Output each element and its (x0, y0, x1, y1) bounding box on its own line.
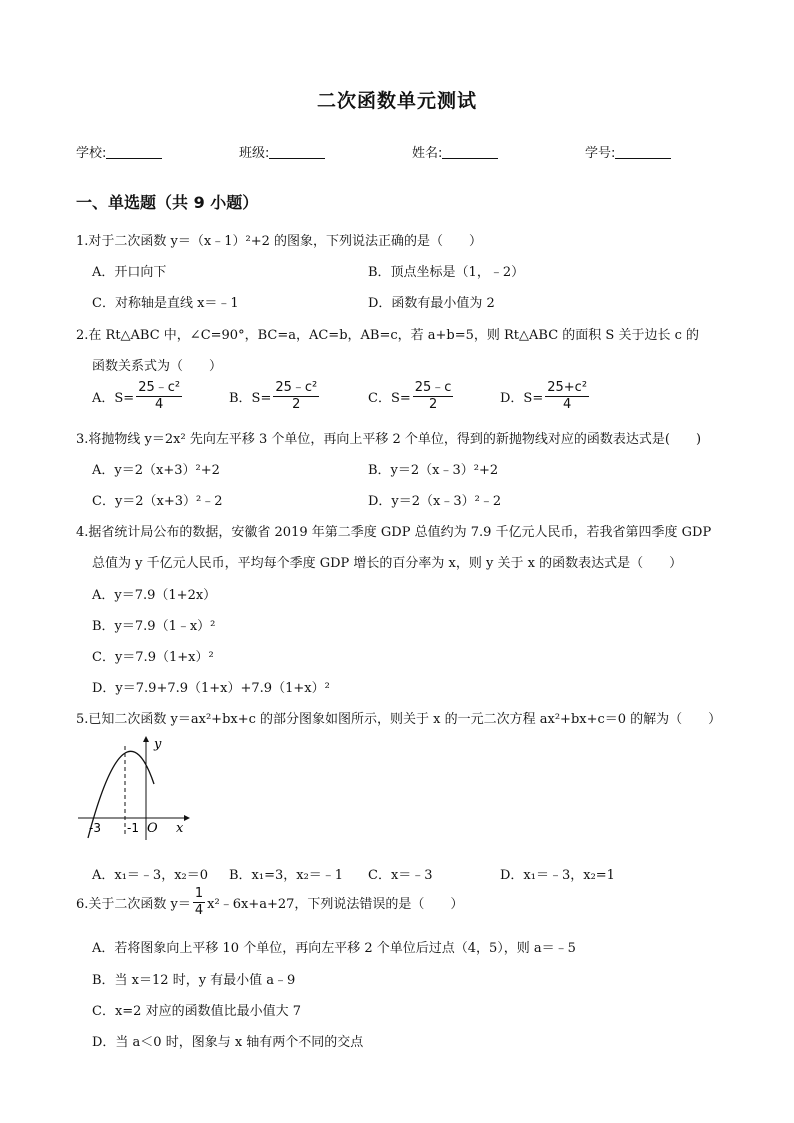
q6-stem-pre: 6.关于二次函数 y＝ (76, 897, 191, 912)
q4-stem-line1: 4.据省统计局公布的数据，安徽省 2019 年第二季度 GDP 总值约为 7.9 千亿元人民币，若我省第四季度 GDP (76, 525, 712, 540)
q2-option-b-fraction (273, 380, 319, 413)
q6-stem-post: x²﹣6x+a+27，下列说法错误的是（ ） (207, 897, 464, 912)
x-axis-arrow (184, 815, 190, 821)
school-field[interactable] (76, 142, 162, 161)
q2-stem-line1: 2.在 Rt△ABC 中，∠C=90°，BC=a，AC=b，AB=c，若 a+b=5，则 Rt△ABC 的面积 S 关于边长 c 的 (76, 328, 700, 343)
q1-option-d[interactable]: D．函数有最小值为 2 (368, 296, 495, 311)
q5-option-b[interactable]: B．x₁=3，x₂＝﹣1 (229, 868, 344, 883)
q2-option-d-den: 4 (562, 397, 572, 412)
name-field[interactable] (412, 142, 498, 161)
q6-frac-den: 4 (194, 903, 204, 918)
graph-label-neg1: -1 (127, 821, 139, 835)
y-axis-arrow (143, 736, 149, 742)
q2-option-a-fraction (136, 380, 182, 413)
q2-option-c-prefix: C．S= (368, 391, 411, 406)
q1-option-b[interactable]: B．顶点坐标是（1，﹣2） (368, 265, 525, 280)
q2-option-c[interactable] (368, 380, 455, 413)
q2-option-c-fraction (413, 380, 454, 413)
q2-option-a-prefix: A．S= (92, 391, 135, 406)
q4-option-c[interactable]: C．y＝7.9（1+x）² (92, 650, 214, 665)
q2-stem-line2: 函数关系式为（ ） (92, 359, 223, 374)
class-field[interactable] (239, 142, 325, 161)
q2-option-d-prefix: D．S= (500, 391, 544, 406)
section-heading: 一、单选题（共 9 小题） (76, 193, 259, 212)
q6-option-c[interactable]: C．x=2 对应的函数值比最小值大 7 (92, 1004, 301, 1019)
q1-stem: 1.对于二次函数 y＝（x﹣1）²+2 的图象，下列说法正确的是（ ） (76, 234, 482, 249)
q4-stem-line2: 总值为 y 千亿元人民币，平均每个季度 GDP 增长的百分率为 x，则 y 关于 x 的函数表达式是（ ） (92, 556, 683, 571)
q5-option-d[interactable]: D．x₁＝﹣3，x₂=1 (500, 868, 615, 883)
q6-option-a[interactable]: A．若将图象向上平移 10 个单位，再向左平移 2 个单位后过点（4，5），则 a＝﹣5 (92, 941, 576, 956)
q6-stem (76, 886, 463, 919)
q2-option-a-den: 4 (155, 397, 164, 412)
q5-stem: 5.已知二次函数 y＝ax²+bx+c 的部分图象如图所示，则关于 x 的一元二次方程 ax²+bx+c＝0 的解为（ ） (76, 712, 722, 727)
q1-option-c[interactable]: C．对称轴是直线 x＝﹣1 (92, 296, 239, 311)
q2-option-d-fraction (545, 380, 589, 413)
graph-label-y: y (154, 737, 162, 752)
q2-option-b[interactable] (229, 380, 321, 413)
q1-option-a[interactable]: A．开口向下 (92, 265, 167, 280)
q4-option-d[interactable]: D．y＝7.9+7.9（1+x）+7.9（1+x）² (92, 681, 330, 696)
q2-option-d-num: 25+c² (547, 380, 588, 395)
q3-option-b[interactable]: B．y＝2（x﹣3）²+2 (368, 463, 499, 478)
q2-option-c-den: 2 (428, 397, 438, 412)
q2-option-b-prefix: B．S= (229, 391, 272, 406)
q6-fraction (193, 886, 205, 919)
q2-option-a-num: 25﹣c² (138, 380, 181, 395)
q3-option-d[interactable]: D．y＝2（x﹣3）²﹣2 (368, 494, 502, 509)
graph-label-origin: O (147, 821, 158, 836)
q3-option-c[interactable]: C．y＝2（x+3）²﹣2 (92, 494, 223, 509)
q2-option-d[interactable] (500, 380, 591, 413)
name-blank[interactable] (442, 145, 498, 159)
student-id-label: 学号: (585, 146, 616, 161)
name-label: 姓名: (412, 146, 443, 161)
q4-option-b[interactable]: B．y＝7.9（1﹣x）² (92, 619, 216, 634)
q2-option-a[interactable] (92, 380, 184, 413)
graph-label-neg3: -3 (89, 821, 101, 835)
q6-frac-num: 1 (194, 886, 204, 901)
q4-option-a[interactable]: A．y＝7.9（1+2x） (92, 588, 217, 603)
q6-option-b[interactable]: B．当 x＝12 时，y 有最小值 a﹣9 (92, 973, 296, 988)
q5-option-a[interactable]: A．x₁＝﹣3，x₂＝0 (92, 868, 209, 883)
class-blank[interactable] (269, 145, 325, 159)
q5-parabola-graph (76, 732, 196, 844)
q5-option-c[interactable]: C．x＝﹣3 (368, 868, 433, 883)
q2-option-b-den: 2 (292, 397, 301, 412)
q2-option-b-num: 25﹣c² (275, 380, 318, 395)
school-label: 学校: (76, 146, 107, 161)
page-title: 二次函数单元测试 (316, 90, 477, 112)
school-blank[interactable] (106, 145, 162, 159)
student-id-field[interactable] (585, 142, 671, 161)
q6-option-d[interactable]: D．当 a＜0 时，图象与 x 轴有两个不同的交点 (92, 1035, 364, 1050)
class-label: 班级: (239, 146, 270, 161)
q2-option-c-num: 25﹣c (414, 380, 452, 395)
q3-stem: 3.将抛物线 y＝2x² 先向左平移 3 个单位，再向上平移 2 个单位，得到的新抛物线对应的函数表达式是( ) (76, 432, 702, 447)
q3-option-a[interactable]: A．y＝2（x+3）²+2 (92, 463, 220, 478)
graph-label-x: x (176, 821, 184, 836)
student-id-blank[interactable] (615, 145, 671, 159)
